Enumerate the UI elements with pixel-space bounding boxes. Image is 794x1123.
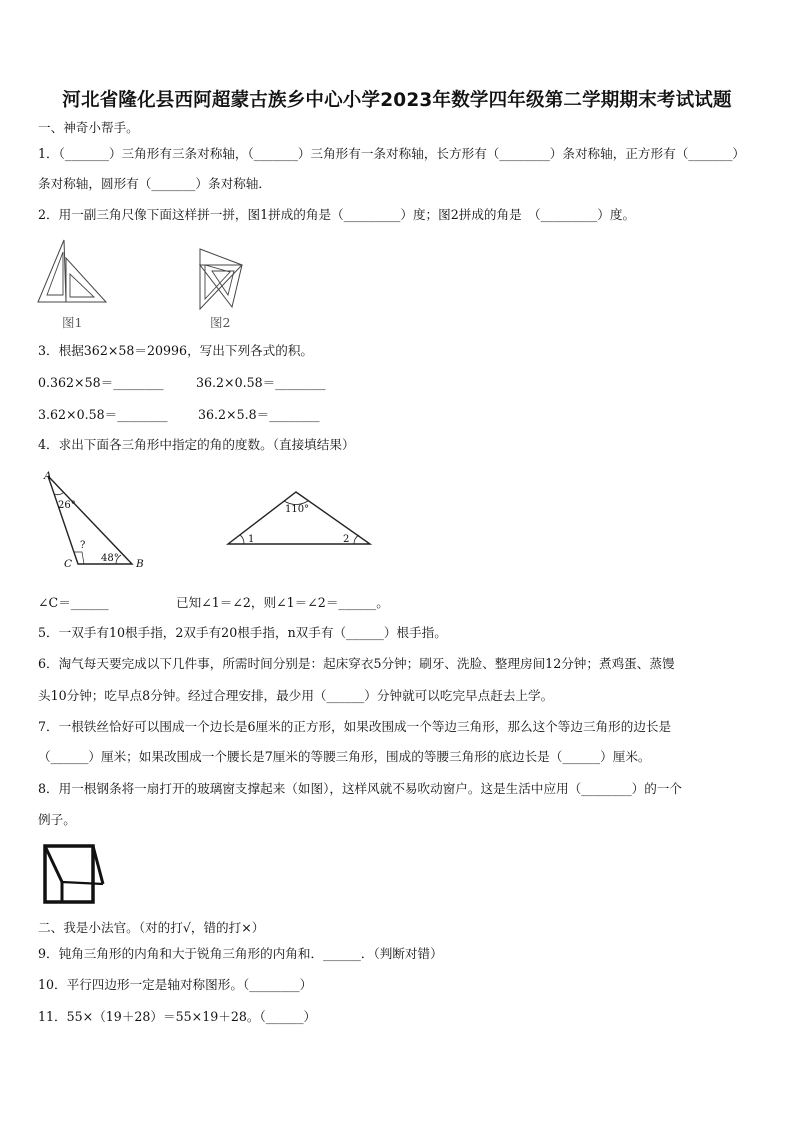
question-3-item-3: 3.62×0.58＝________: [38, 407, 168, 422]
window-support-figure: [40, 843, 106, 907]
question-3: 3．根据362×58＝20996，写出下列各式的积。: [38, 343, 314, 358]
question-1-line-1: 1．（_______）三角形有三条对称轴，（_______）三角形有一条对称轴，长方形有（________）条对称轴，正方形有（_______）: [38, 146, 745, 161]
triangle-vertex-b: B: [136, 558, 144, 570]
question-11: 11．55×（19＋28）＝55×19＋28。（______）: [38, 1009, 317, 1024]
triangle-vertex-c: C: [64, 558, 73, 570]
triangle-angle-b: 48°: [101, 553, 119, 564]
section-heading-1: 一、神奇小帮手。: [38, 120, 139, 135]
figure-2-set-squares: [192, 247, 244, 311]
figure-1-set-squares: [36, 238, 108, 312]
question-6-line-2: 头10分钟；吃早点8分钟。经过合理安排，最少用（______）分钟就可以吃完早点赶去上学。: [38, 688, 554, 703]
figure-1-caption: 图1: [62, 315, 83, 330]
question-9: 9．钝角三角形的内角和大于锐角三角形的内角和．______．（判断对错）: [38, 946, 443, 961]
triangle-angle-2: 2: [343, 534, 350, 545]
triangle-angle-1: 1: [248, 534, 255, 545]
question-4: 4．求出下面各三角形中指定的角的度数。（直接填结果）: [38, 437, 355, 452]
question-8-line-2: 例子。: [38, 812, 76, 827]
question-1-line-2: 条对称轴，圆形有（_______）条对称轴．: [38, 176, 271, 191]
triangle-vertex-a: A: [44, 470, 52, 482]
question-2: 2．用一副三角尺像下面这样拼一拼，图1拼成的角是（_________）度；图2拼成的角是 （_________）度。: [38, 207, 636, 222]
triangle-unknown-angle: ?: [80, 540, 86, 551]
triangle-angle-a: 26°: [58, 500, 76, 511]
triangle-obtuse: [222, 488, 376, 550]
question-5: 5．一双手有10根手指，2双手有20根手指，n双手有（______）根手指。: [38, 625, 447, 640]
question-7-line-2: （______）厘米；如果改围成一个腰长是7厘米的等腰三角形，围成的等腰三角形的底边长是（______）厘米。: [38, 749, 651, 764]
question-7-line-1: 7．一根铁丝恰好可以围成一个边长是6厘米的正方形，如果改围成一个等边三角形，那么这个等边三角形的边长是: [38, 719, 672, 734]
question-3-item-1: 0.362×58＝________: [38, 375, 164, 390]
question-8-line-1: 8．用一根钢条将一扇打开的玻璃窗支撑起来（如图），这样风就不易吹动窗户。这是生活中应用（________）的一个: [38, 781, 682, 796]
question-6-line-1: 6．淘气每天要完成以下几件事，所需时间分别是：起床穿衣5分钟；刷牙、洗脸、整理房间12分钟；煮鸡蛋、蒸馒: [38, 656, 675, 671]
triangle-top-angle: 110°: [285, 504, 310, 515]
question-4-answer-2: 已知∠1＝∠2，则∠1＝∠2＝______。: [176, 595, 389, 610]
question-3-item-4: 36.2×5.8＝________: [198, 407, 320, 422]
question-4-answer-1: ∠C＝______: [38, 595, 109, 610]
section-heading-2: 二、我是小法官。（对的打√，错的打×）: [38, 920, 265, 935]
question-10: 10．平行四边形一定是轴对称图形。（________）: [38, 977, 313, 992]
figure-2-caption: 图2: [210, 315, 231, 330]
question-3-item-2: 36.2×0.58＝________: [196, 375, 326, 390]
page-title: 河北省隆化县西阿超蒙古族乡中心小学2023年数学四年级第二学期期末考试试题: [62, 90, 732, 111]
